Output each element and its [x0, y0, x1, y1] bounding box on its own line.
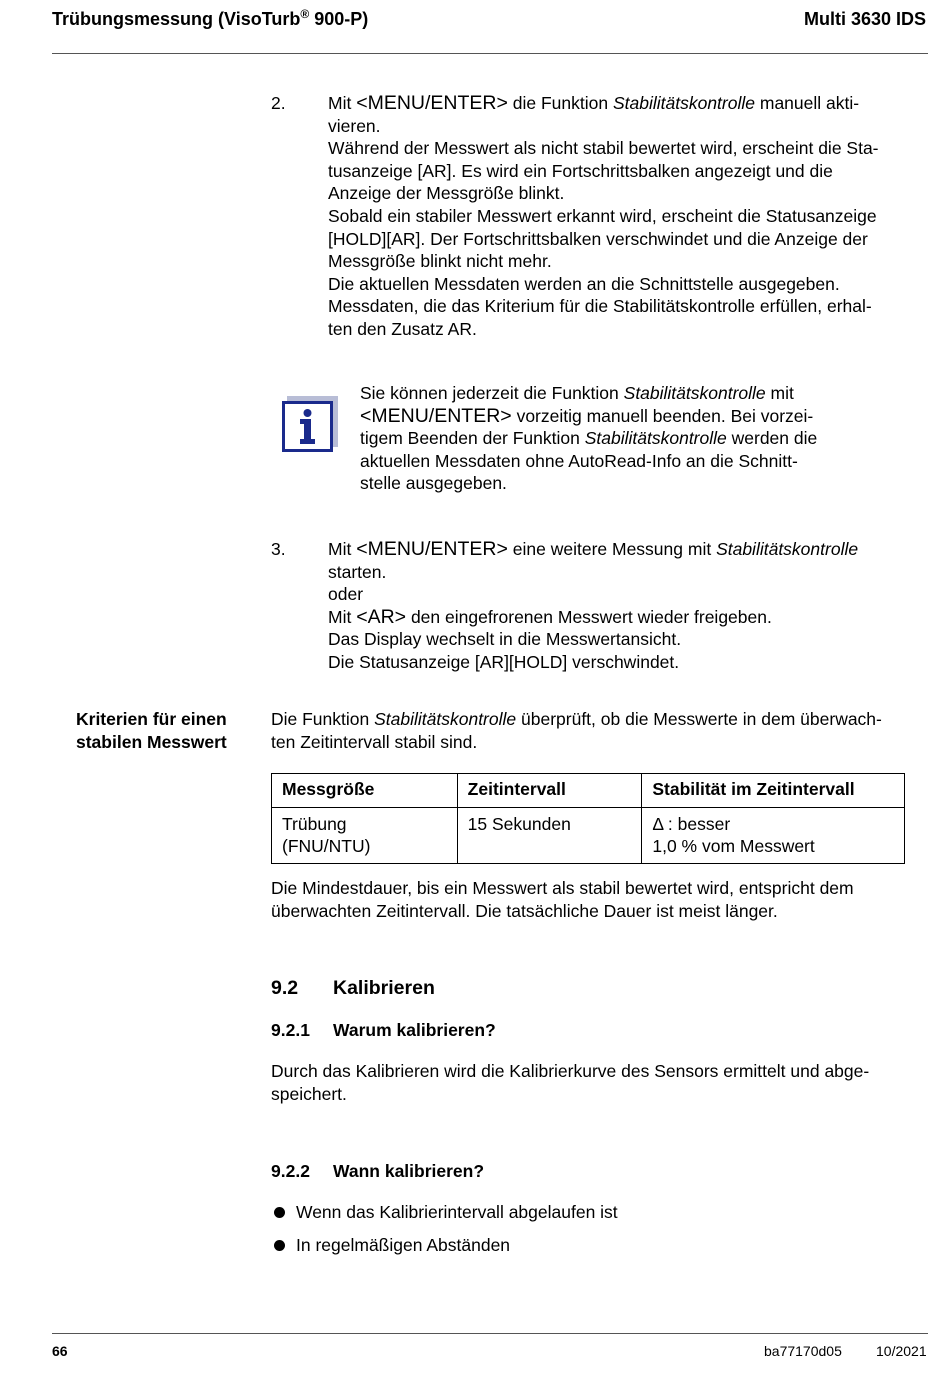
table-header-cell: Zeitintervall — [457, 774, 642, 808]
menu-enter-key: <MENU/ENTER> — [356, 538, 508, 560]
table-cell: 15 Sekunden — [457, 807, 642, 863]
step-2-number: 2. — [271, 93, 286, 113]
table-header-cell: Messgröße — [272, 774, 458, 808]
page-number: 66 — [52, 1343, 68, 1359]
bullet-icon — [274, 1207, 285, 1218]
info-icon — [282, 396, 338, 452]
criteria-duration-text: Die Mindestdauer, bis ein Messwert als stabil bewertet wird, entspricht dem überwachten Zeitintervall. Die tatsächliche Dauer ist meist länger. — [271, 878, 854, 921]
subsection-title: Wann kalibrieren? — [333, 1161, 485, 1181]
step-2-text: Mit <MENU/ENTER> die Funktion Stabilitätskontrolle manuell akti- vieren. Während der Messwert als nicht stabil bewertet wird, erscheint die Sta- tusanzeige [AR]. Es wird ein Fortschrittsbalken angezeigt und die Anzeige der Messgröße blinkt. Sobald ein stabiler Messwert erkannt wird, erscheint die Statusanzeige [HOLD][AR]. Der Fortschrittsbalken verschwindet und die Anzeige der Messgröße blinkt nicht mehr. Die aktuellen Messdaten werden an die Schnittstelle ausgegeben. Messdaten, die das Kriterium für die Stabilitätskontrolle erfüllen, erhal- ten den Zusatz AR. — [328, 92, 879, 339]
info-note-text: Sie können jederzeit die Funktion Stabilitätskontrolle mit <MENU/ENTER> vorzeitig manuell beenden. Bei vorzei- tigem Beenden der Funktion Stabilitätskontrolle werden die aktuellen Messdaten ohne AutoRead-Info an die Schnitt- stelle ausgegeben. — [360, 383, 818, 494]
subsection-number: 9.2.1 — [271, 1020, 310, 1040]
table-header-cell: Stabilität im Zeitintervall — [642, 774, 905, 808]
stability-criteria-table — [271, 773, 905, 864]
document-date: 10/2021 — [876, 1343, 927, 1359]
step-3-text: Mit <MENU/ENTER> eine weitere Messung mit Stabilitätskontrolle starten. oder Mit <AR> den eingefrorenen Messwert wieder freigeben. Das Display wechselt in die Messwertansicht. Die Statusanzeige [AR][HOLD] verschwindet. — [328, 538, 859, 672]
subsection-number: 9.2.2 — [271, 1161, 310, 1181]
bullet-icon — [274, 1240, 285, 1251]
table-cell: Trübung (FNU/NTU) — [272, 807, 458, 863]
list-item: In regelmäßigen Abständen — [274, 1234, 510, 1256]
step-3-number: 3. — [271, 539, 286, 559]
header-rule — [52, 53, 928, 54]
table-row — [272, 807, 905, 863]
table-cell: Δ : besser 1,0 % vom Messwert — [642, 807, 905, 863]
why-calibrate-text: Durch das Kalibrieren wird die Kalibrierkurve des Sensors ermittelt und abge- speichert. — [271, 1061, 870, 1104]
running-header-title: Trübungsmessung (VisoTurb® 900-P) — [52, 7, 369, 29]
menu-enter-key: <MENU/ENTER> — [356, 92, 508, 114]
subsection-title: Warum kalibrieren? — [333, 1020, 496, 1040]
criteria-intro-text: Die Funktion Stabilitätskontrolle überprüft, ob die Messwerte in dem überwach- ten Zeitintervall stabil sind. — [271, 709, 882, 752]
list-item: Wenn das Kalibrierintervall abgelaufen ist — [274, 1201, 618, 1223]
document-id: ba77170d05 — [764, 1343, 842, 1359]
section-number: 9.2 — [271, 977, 299, 999]
side-heading-criteria: Kriterien für einen stabilen Messwert — [76, 709, 227, 752]
ar-key: <AR> — [356, 605, 407, 628]
table-header-row — [272, 774, 905, 808]
menu-enter-key: <MENU/ENTER> — [360, 404, 512, 427]
running-header-product: Multi 3630 IDS — [803, 9, 926, 29]
footer-rule — [52, 1333, 928, 1334]
section-title: Kalibrieren — [333, 977, 435, 999]
